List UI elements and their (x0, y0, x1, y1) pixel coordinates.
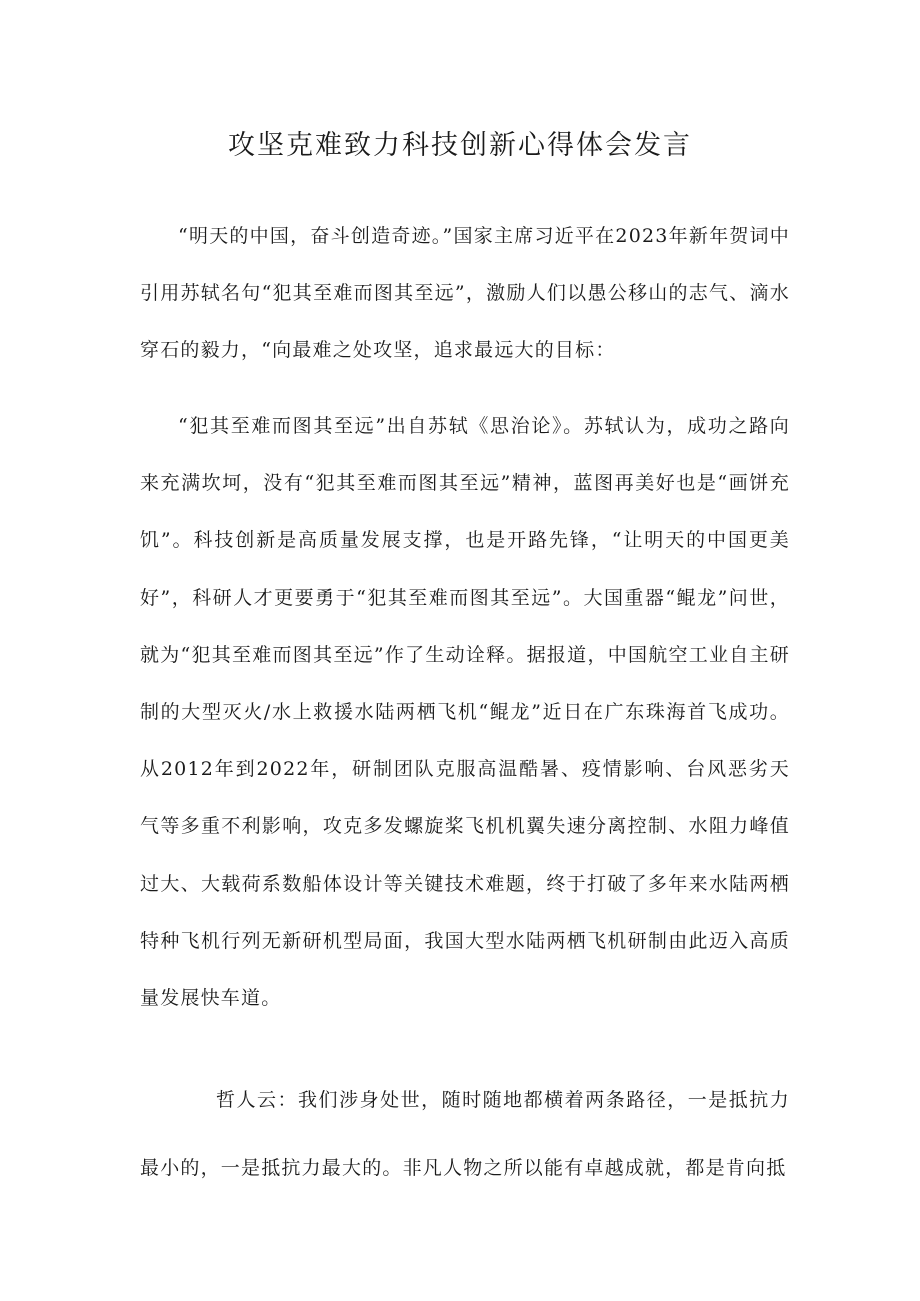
document-title: 攻坚克难致力科技创新心得体会发言 (228, 130, 692, 161)
paragraph-1: “明天的中国，奋斗创造奇迹。”国家主席习近平在2023年新年贺词中引用苏轼名句“犯其至难而图其至远”，激励人们以愚公移山的志气、滴水穿石的毅力，“向最难之处攻坚，追求最远大的目标： (140, 225, 790, 361)
paragraph-3: 哲人云：我们涉身处世，随时随地都横着两条路径，一是抵抗力最小的，一是抵抗力最大的。非凡人物之所以能有卓越成就，都是肯向抵 (140, 1089, 790, 1179)
paragraph-2: “犯其至难而图其至远”出自苏轼《思治论》。苏轼认为，成功之路向来充满坎坷，没有“犯其至难而图其至远”精神，蓝图再美好也是“画饼充饥”。科技创新是高质量发展支撑，也是开路先锋，“让明天的中国更美好”，科研人才更要勇于“犯其至难而图其至远”。大国重器“鲲龙”问世，就为“犯其至难而图其至远”作了生动诠释。据报道，中国航空工业自主研制的大型灭火/水上救援水陆两栖飞机“鲲龙”近日在广东珠海首飞成功。从2012年到2022年，研制团队克服高温酷暑、疫情影响、台风恶劣天气等多重不利影响，攻克多发螺旋桨飞机机翼失速分离控制、水阻力峰值过大、大载荷系数船体设计等关键技术难题，终于打破了多年来水陆两栖特种飞机行列无新研机型局面，我国大型水陆两栖飞机研制由此迈入高质量发展快车道。 (140, 415, 790, 1010)
